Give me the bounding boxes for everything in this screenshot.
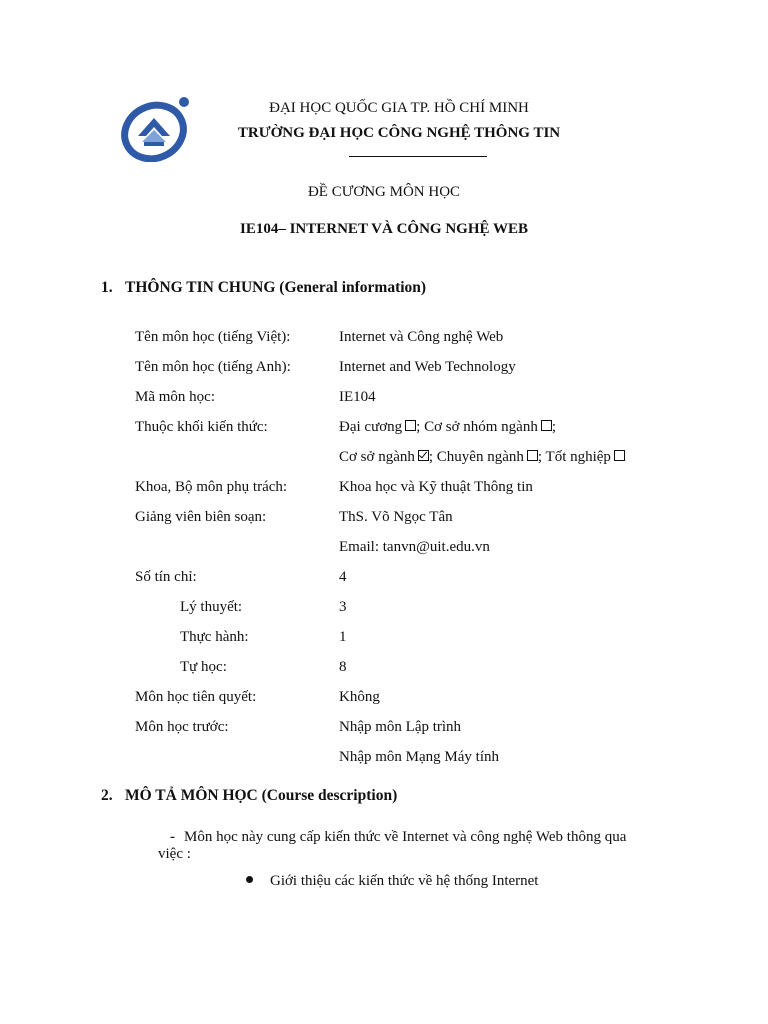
knowledge-options-line-1: [339, 419, 556, 436]
checkbox-co-so-nhom-nganh: [541, 420, 552, 431]
document-title: ĐỀ CƯƠNG MÔN HỌC: [307, 184, 461, 200]
option-label: Cơ sở nhóm ngành: [424, 419, 538, 435]
checkbox-tot-nghiep: [614, 450, 625, 461]
dash-marker: -: [170, 829, 175, 845]
section-title: THÔNG TIN CHUNG (General information): [125, 279, 427, 296]
field-label-knowledge-block: Thuộc khối kiến thức:: [135, 419, 268, 435]
option-separator: ;: [416, 419, 425, 435]
field-label-prerequisite: Môn học tiên quyết:: [135, 689, 257, 705]
field-value-code: IE104: [339, 389, 376, 405]
option-separator: ;: [537, 449, 546, 465]
section-heading-general-info: [101, 279, 426, 297]
field-value-previous-1: Nhập môn Lập trình: [339, 719, 462, 735]
field-label-department: Khoa, Bộ môn phụ trách:: [135, 479, 288, 495]
field-value-theory: 3: [339, 599, 347, 615]
section-number: 2.: [101, 787, 113, 804]
option-separator: ;: [428, 449, 437, 465]
knowledge-options-line-2: [339, 449, 625, 466]
field-value-previous-2: Nhập môn Mạng Máy tính: [339, 749, 499, 765]
section-number: 1.: [101, 279, 113, 296]
list-item-text: Giới thiệu các kiến thức về hệ thống Internet: [270, 873, 539, 889]
field-value-credits: 4: [339, 569, 347, 585]
field-label-theory: Lý thuyết:: [180, 599, 243, 615]
field-label-code: Mã môn học:: [135, 389, 215, 405]
description-line-1: Môn học này cung cấp kiến thức về Internet và công nghệ Web thông qua: [184, 829, 627, 845]
checkbox-dai-cuong: [405, 420, 416, 431]
checkbox-co-so-nganh-checked: [418, 450, 429, 461]
field-label-lecturer: Giảng viên biên soạn:: [135, 509, 267, 525]
field-value-lecturer: ThS. Võ Ngọc Tân: [339, 509, 453, 525]
option-label: Tốt nghiệp: [545, 449, 611, 465]
field-value-prerequisite: Không: [339, 689, 380, 705]
field-label-credits: Số tín chỉ:: [135, 569, 197, 585]
option-label: Đại cương: [339, 419, 403, 435]
header-divider: [349, 156, 487, 157]
field-value-name-en: Internet and Web Technology: [339, 359, 516, 375]
option-label: Chuyên ngành: [436, 449, 524, 465]
section-heading-course-description: [101, 787, 397, 805]
description-paragraph: [158, 829, 698, 863]
field-value-lecturer-email: Email: tanvn@uit.edu.vn: [339, 539, 490, 555]
field-label-practice: Thực hành:: [180, 629, 249, 645]
bullet-icon: [246, 873, 270, 890]
university-name: ĐẠI HỌC QUỐC GIA TP. HỒ CHÍ MINH: [269, 100, 529, 116]
option-separator: ;: [551, 419, 557, 435]
field-label-name-vi: Tên môn học (tiếng Việt):: [135, 329, 291, 345]
description-line-2: việc :: [158, 846, 191, 862]
course-title: IE104– INTERNET VÀ CÔNG NGHỆ WEB: [240, 221, 528, 237]
field-label-self-study: Tự học:: [180, 659, 227, 675]
list-item: [246, 873, 538, 890]
field-value-practice: 1: [339, 629, 347, 645]
field-label-previous: Môn học trước:: [135, 719, 229, 735]
field-value-name-vi: Internet và Công nghệ Web: [339, 329, 504, 345]
field-label-name-en: Tên môn học (tiếng Anh):: [135, 359, 291, 375]
school-name: TRƯỜNG ĐẠI HỌC CÔNG NGHỆ THÔNG TIN: [237, 125, 561, 141]
section-title: MÔ TẢ MÔN HỌC (Course description): [125, 787, 398, 804]
option-label: Cơ sở ngành: [339, 449, 415, 465]
field-value-department: Khoa học và Kỹ thuật Thông tin: [339, 479, 533, 495]
checkbox-chuyen-nganh: [527, 450, 538, 461]
field-value-self-study: 8: [339, 659, 347, 675]
